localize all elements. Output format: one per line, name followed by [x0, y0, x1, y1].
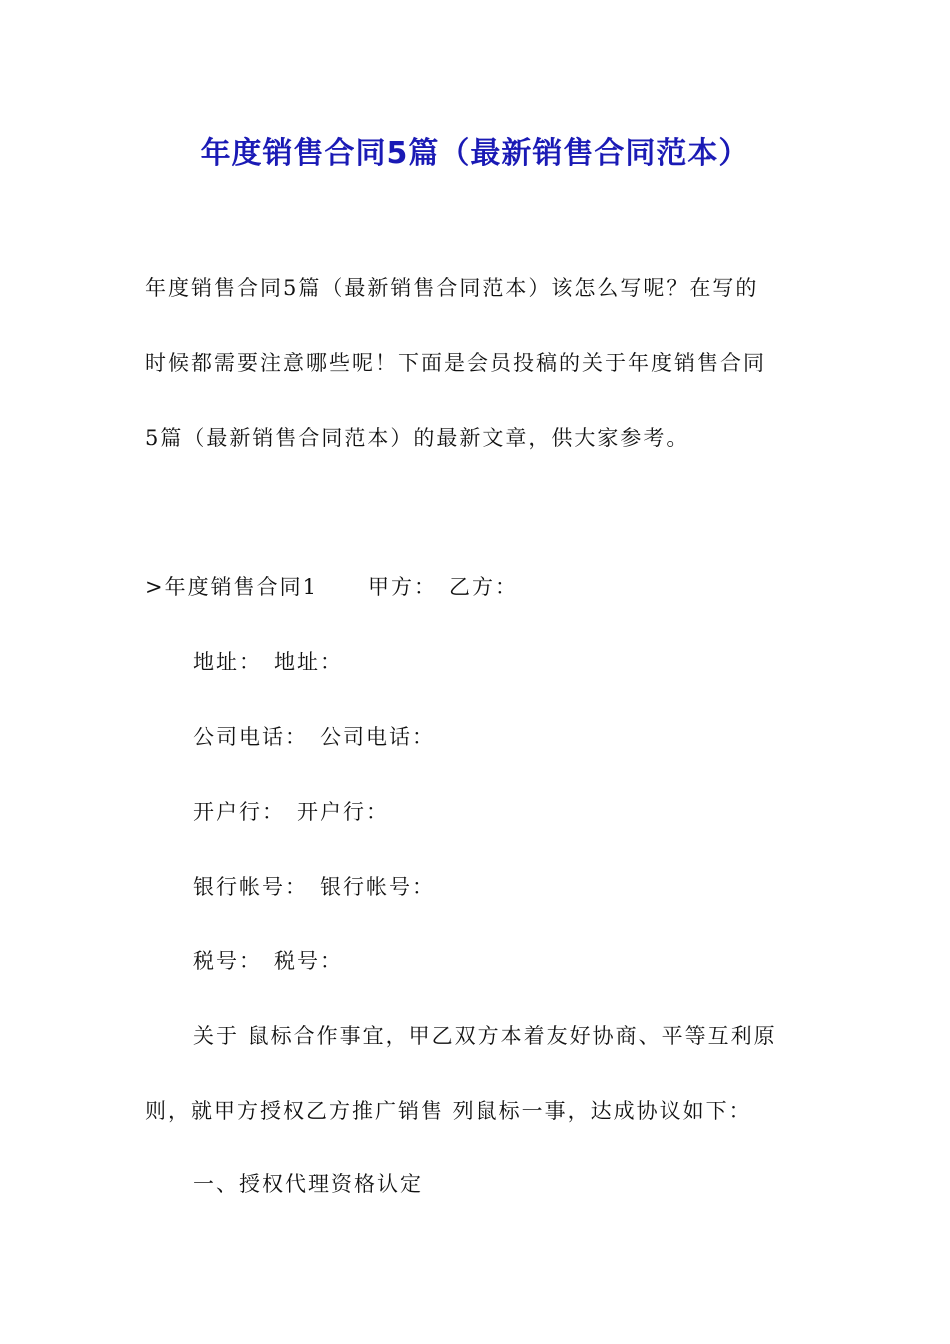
field-tax-id — [193, 945, 343, 975]
field-a-label: 银行帐号： — [193, 875, 308, 899]
field-a-label: 税号： — [193, 949, 262, 973]
field-b-label: 开户行： — [297, 800, 389, 824]
field-b-label: 公司电话： — [320, 725, 435, 749]
party-a-label: 甲方： — [367, 575, 437, 599]
intro-line-2: 时候都需要注意哪些呢！下面是会员投稿的关于年度销售合同 — [145, 351, 766, 375]
field-a-label: 地址： — [193, 650, 262, 674]
field-account — [193, 871, 435, 901]
intro-line-3: 5篇（最新销售合同范本）的最新文章，供大家参考。 — [145, 426, 690, 450]
agreement-line-1: 关于 鼠标合作事宜，甲乙双方本着友好协商、平等互利原 — [193, 1024, 777, 1048]
field-phone — [193, 721, 435, 751]
section-1-header-line — [145, 571, 518, 601]
party-b-label: 乙方： — [448, 575, 518, 599]
field-bank — [193, 796, 389, 826]
clause-1-heading: 一、授权代理资格认定 — [193, 1172, 423, 1196]
field-b-label: 地址： — [274, 650, 343, 674]
field-a-label: 公司电话： — [193, 725, 308, 749]
field-b-label: 银行帐号： — [320, 875, 435, 899]
agreement-line-2: 则，就甲方授权乙方推广销售 列鼠标一事，达成协议如下： — [145, 1099, 752, 1123]
field-a-label: 开户行： — [193, 800, 285, 824]
intro-line-1: 年度销售合同5篇（最新销售合同范本）该怎么写呢？在写的 — [145, 276, 759, 300]
section-1-heading: >年度销售合同1 — [145, 575, 318, 599]
document-title: 年度销售合同5篇（最新销售合同范本） — [200, 136, 750, 171]
field-address — [193, 646, 343, 676]
field-b-label: 税号： — [274, 949, 343, 973]
